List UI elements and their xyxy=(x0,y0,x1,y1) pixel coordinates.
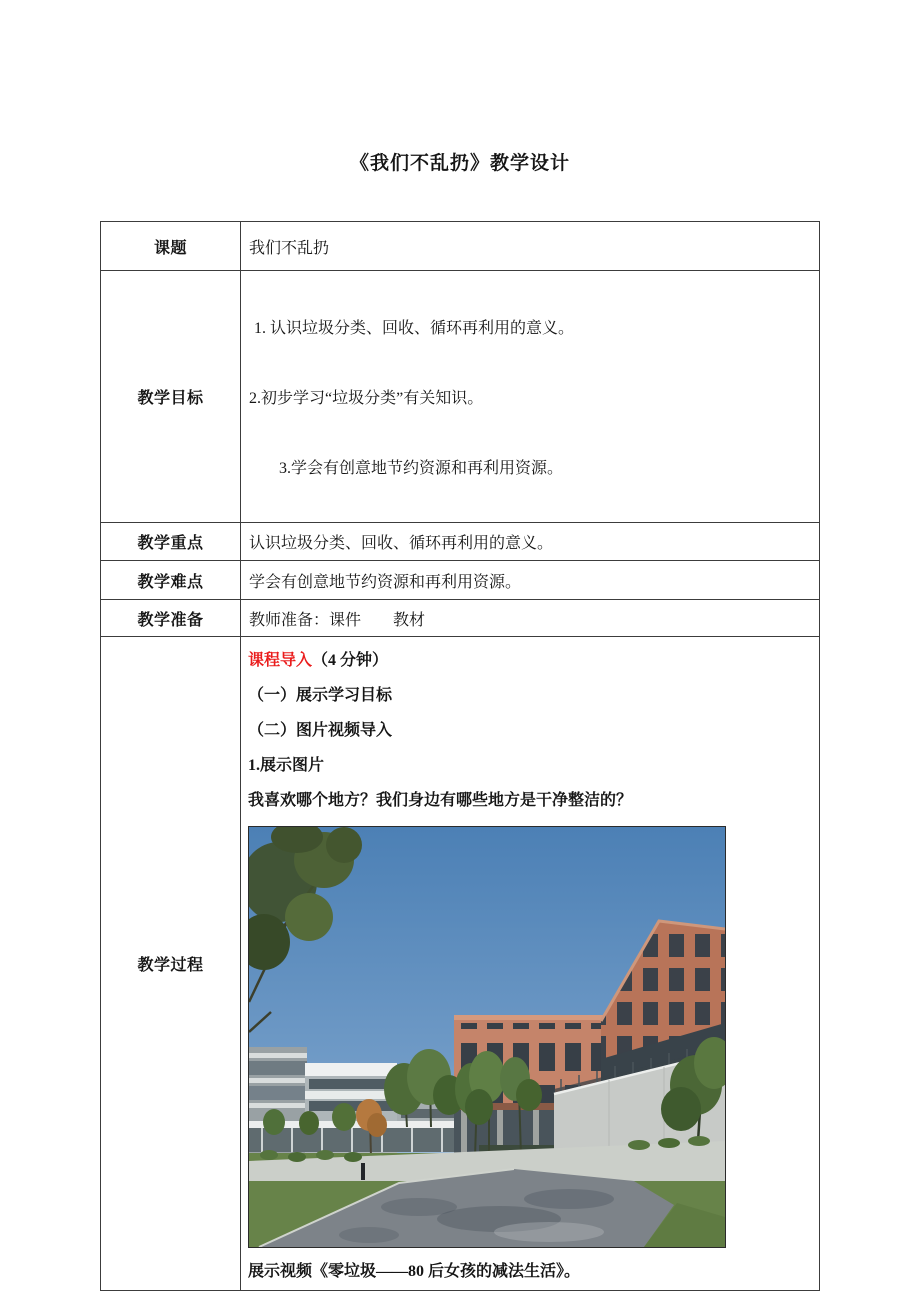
table-row xyxy=(101,271,820,523)
process-closing: 展示视频《零垃圾——80 后女孩的减法生活》。 xyxy=(248,1263,581,1280)
process-intro-red-text: 课程导入 xyxy=(248,652,313,669)
process-intro-duration: （4 分钟） xyxy=(312,652,389,669)
row-content-key-point: 认识垃圾分类、回收、循环再利用的意义。 xyxy=(241,523,820,561)
process-step: （二）图片视频导入 xyxy=(248,722,393,739)
row-content-topic: 我们不乱扔 xyxy=(241,222,820,271)
table-row xyxy=(101,600,820,637)
goal-line: 2.初步学习“垃圾分类”有关知识。 xyxy=(249,390,484,407)
row-label-key-point: 教学重点 xyxy=(101,523,241,561)
campus-photo xyxy=(248,826,726,1248)
row-label-difficulty: 教学难点 xyxy=(101,561,241,600)
row-label-process: 教学过程 xyxy=(101,637,241,1291)
table-row xyxy=(101,523,820,561)
table-row xyxy=(101,222,820,271)
row-label-goals: 教学目标 xyxy=(101,271,241,523)
process-step: （一）展示学习目标 xyxy=(248,687,393,704)
row-label-preparation: 教学准备 xyxy=(101,600,241,637)
process-intro-line xyxy=(248,643,812,678)
goal-line: 1. 认识垃圾分类、回收、循环再利用的意义。 xyxy=(254,320,575,337)
photo-ground xyxy=(249,1136,725,1247)
lesson-plan-table xyxy=(100,221,820,1291)
row-content-process xyxy=(241,637,820,1291)
table-row xyxy=(101,561,820,600)
row-content-difficulty: 学会有创意地节约资源和再利用资源。 xyxy=(241,561,820,600)
process-step: 我喜欢哪个地方？我们身边有哪些地方是干净整洁的？ xyxy=(248,792,633,809)
process-step: 1.展示图片 xyxy=(248,757,325,774)
goal-line: 3.学会有创意地节约资源和再利用资源。 xyxy=(279,460,564,477)
table-row xyxy=(101,637,820,1291)
page-title: 《我们不乱扔》教学设计 xyxy=(349,153,570,174)
row-content-goals xyxy=(241,271,820,523)
row-content-preparation: 教师准备：课件 教材 xyxy=(241,600,820,637)
row-label-topic: 课题 xyxy=(101,222,241,271)
